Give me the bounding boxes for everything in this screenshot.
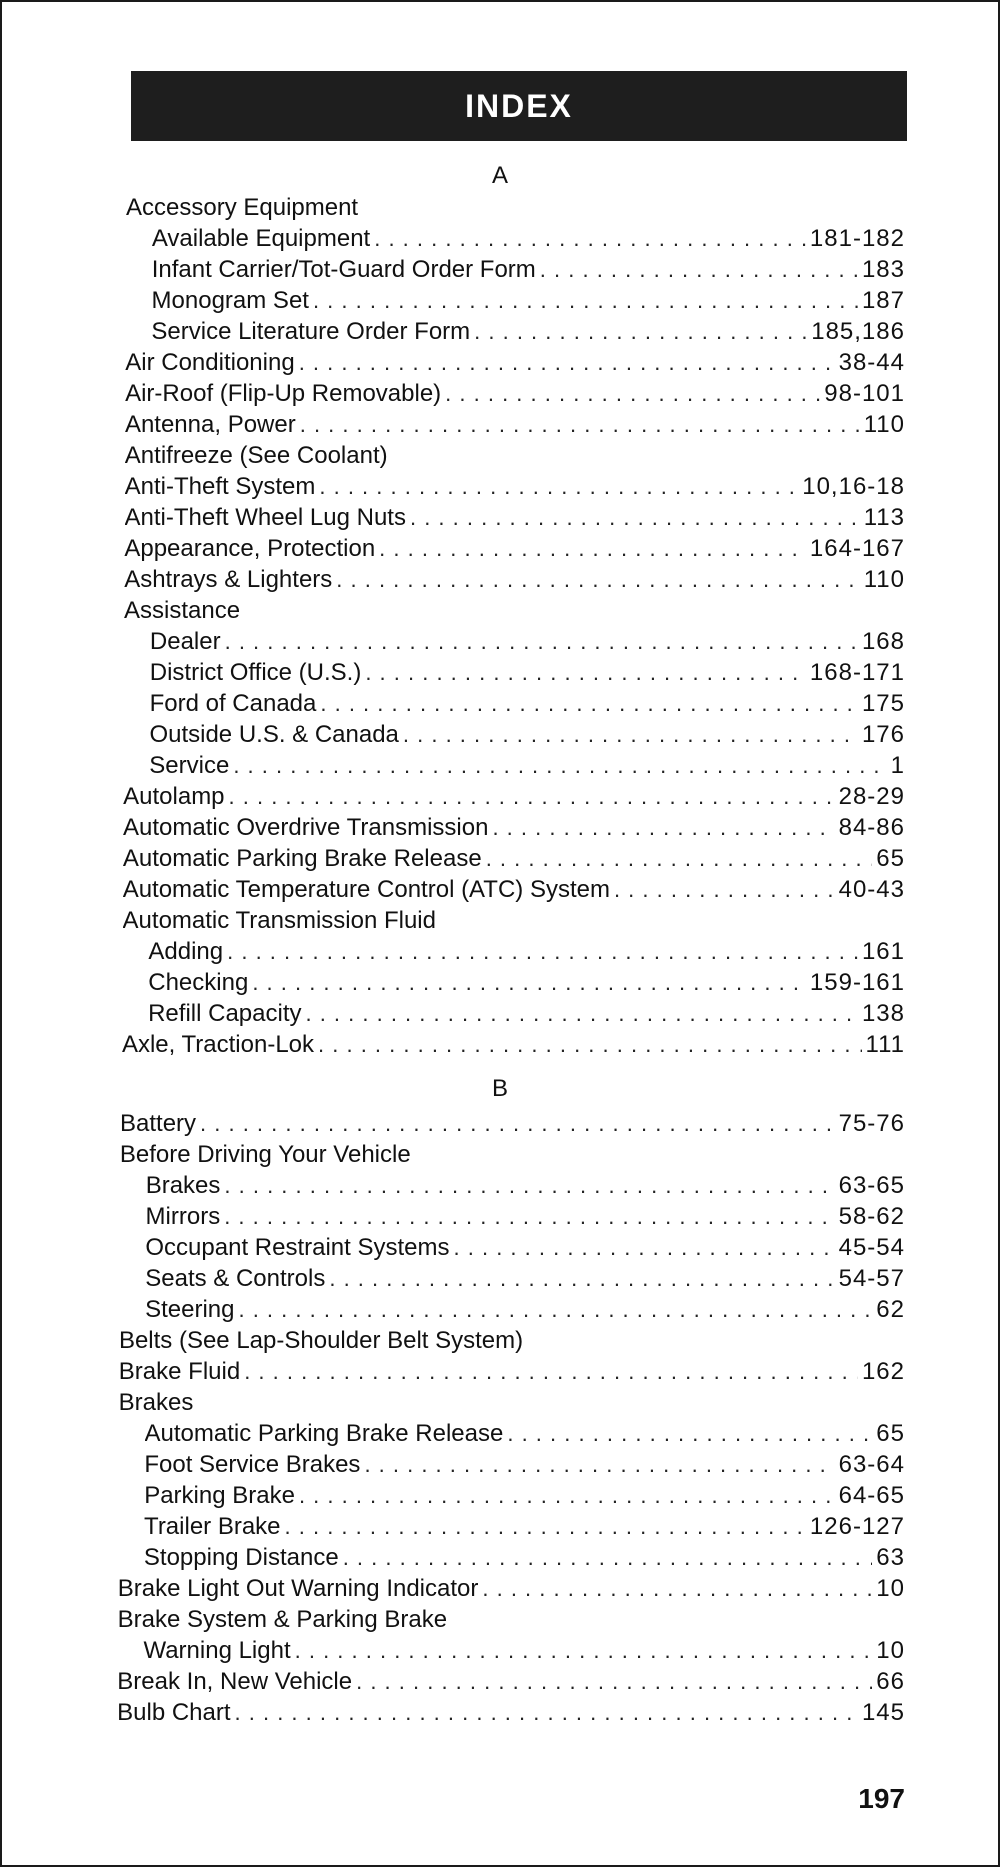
entry-pages: 84-86 (838, 814, 905, 841)
leader-dots (374, 224, 806, 254)
index-entry (148, 937, 905, 967)
entry-label: Anti-Theft System (124, 473, 316, 500)
leader-dots (233, 751, 886, 781)
index-entry (124, 565, 905, 595)
leader-dots (319, 472, 798, 502)
entry-pages: 185,186 (811, 318, 905, 345)
entry-pages: 10 (876, 1637, 905, 1664)
index-entry (118, 1574, 905, 1604)
leader-dots (295, 1636, 873, 1666)
index-entry (123, 782, 905, 812)
leader-dots (227, 937, 858, 967)
leader-dots (318, 1030, 861, 1060)
entry-pages: 63-64 (838, 1451, 905, 1478)
entry-pages: 110 (863, 411, 905, 438)
leader-dots (482, 1574, 872, 1604)
index-entry (123, 875, 905, 905)
entry-label: Automatic Parking Brake Release (122, 845, 482, 872)
entry-label: Air Conditioning (125, 349, 295, 376)
entry-label: Adding (148, 938, 224, 965)
leader-dots (320, 689, 858, 719)
entry-pages: 145 (861, 1699, 905, 1726)
entry-pages: 66 (876, 1668, 905, 1695)
entry-label: Appearance, Protection (124, 535, 376, 562)
entry-label: Assistance (124, 597, 241, 624)
entry-label: Service (149, 752, 230, 779)
page-number: 197 (858, 1783, 905, 1814)
index-entry (123, 906, 905, 936)
entry-label: Service Literature Order Form (151, 318, 471, 345)
leader-dots (445, 379, 820, 409)
leader-dots (300, 410, 860, 440)
entry-label: Bulb Chart (117, 1699, 231, 1726)
entry-label: Belts (See Lap-Shoulder Belt System) (118, 1327, 524, 1354)
leader-dots (299, 1481, 835, 1511)
entry-label: District Office (U.S.) (149, 659, 362, 686)
index-entry (149, 751, 905, 781)
leader-dots (365, 658, 806, 688)
index-entry (119, 1326, 905, 1356)
leader-dots (299, 348, 835, 378)
entry-label: Antenna, Power (124, 411, 296, 438)
index-entry (152, 255, 905, 285)
entry-label: Brake Light Out Warning Indicator (117, 1575, 479, 1602)
entry-pages: 54-57 (838, 1265, 905, 1292)
entry-label: Occupant Restraint Systems (145, 1234, 450, 1261)
page-title: INDEX (465, 87, 573, 124)
leader-dots (252, 968, 806, 998)
index-entry (151, 317, 905, 347)
entry-label: Autolamp (123, 783, 225, 810)
leader-dots (343, 1543, 873, 1573)
entry-label: Stopping Distance (143, 1544, 339, 1571)
index-entry (144, 1481, 905, 1511)
entry-pages: 168-171 (809, 659, 905, 686)
index-entry (124, 596, 905, 626)
index-entry (145, 1295, 905, 1325)
entry-label: Mirrors (145, 1203, 221, 1230)
entry-label: Axle, Traction-Lok (121, 1031, 315, 1058)
entry-pages: 168 (861, 628, 905, 655)
entry-label: Before Driving Your Vehicle (119, 1141, 411, 1168)
index-entry (148, 968, 905, 998)
leader-dots (336, 565, 859, 595)
leader-dots (285, 1512, 806, 1542)
entry-pages: 161 (861, 938, 905, 965)
entry-pages: 58-62 (838, 1203, 905, 1230)
entry-label: Seats & Controls (145, 1265, 326, 1292)
entry-label: Air-Roof (Flip-Up Removable) (125, 380, 442, 407)
index-entry (152, 286, 905, 316)
leader-dots (313, 286, 858, 316)
index-entry (118, 1605, 905, 1635)
entry-label: Break In, New Vehicle (117, 1668, 353, 1695)
index-entry (145, 1419, 906, 1449)
entry-label: Brakes (118, 1389, 194, 1416)
leader-dots (486, 844, 873, 874)
entry-label: Infant Carrier/Tot-Guard Order Form (151, 256, 536, 283)
index-entry (146, 1171, 905, 1201)
entry-pages: 159-161 (809, 969, 905, 996)
section-letter-b: B (491, 1075, 508, 1102)
entry-label: Foot Service Brakes (144, 1451, 361, 1478)
index-entry (126, 193, 905, 223)
leader-dots (492, 813, 834, 843)
leader-dots (364, 1450, 834, 1480)
entry-pages: 1 (890, 752, 905, 779)
index-entry (125, 379, 905, 409)
entry-label: Dealer (149, 628, 221, 655)
leader-dots (507, 1419, 872, 1449)
leader-dots (224, 1202, 834, 1232)
entry-pages: 111 (865, 1031, 905, 1058)
entry-pages: 138 (861, 1000, 905, 1027)
entry-label: Antifreeze (See Coolant) (124, 442, 388, 469)
leader-dots (200, 1109, 835, 1139)
entry-pages: 65 (876, 1420, 905, 1447)
entry-label: Ford of Canada (149, 690, 317, 717)
entry-label: Trailer Brake (144, 1513, 281, 1540)
index-entry (125, 348, 905, 378)
index-entry (117, 1698, 905, 1728)
index-entry (125, 472, 905, 502)
entry-pages: 181-182 (809, 225, 905, 252)
index-entry (119, 1357, 905, 1387)
entry-pages: 63-65 (838, 1172, 905, 1199)
entry-pages: 175 (861, 690, 905, 717)
entry-label: Automatic Overdrive Transmission (123, 814, 489, 841)
entry-label: Accessory Equipment (126, 194, 359, 221)
index-entry (150, 689, 905, 719)
index-entry (148, 999, 905, 1029)
index-entry (122, 1030, 905, 1060)
entry-pages: 28-29 (838, 783, 905, 810)
index-entry (144, 1543, 905, 1573)
index-entry (125, 503, 906, 533)
entry-pages: 10 (876, 1575, 905, 1602)
index-entry (150, 627, 905, 657)
entry-label: Automatic Temperature Control (ATC) System (122, 876, 610, 903)
index-entry (149, 720, 905, 750)
leader-dots (379, 534, 806, 564)
entry-pages: 75-76 (838, 1110, 905, 1137)
index-entry (145, 1233, 905, 1263)
index-entry (152, 224, 905, 254)
index-entry (144, 1450, 905, 1480)
leader-dots (229, 782, 835, 812)
entry-label: Parking Brake (144, 1482, 295, 1509)
leader-dots (540, 255, 858, 285)
entry-pages: 183 (861, 256, 905, 283)
entry-pages: 40-43 (838, 876, 905, 903)
index-entry (143, 1636, 905, 1666)
entry-pages: 113 (863, 504, 905, 531)
entry-pages: 176 (861, 721, 905, 748)
index-header-bar (131, 71, 907, 141)
leader-dots (614, 875, 835, 905)
entry-pages: 126-127 (809, 1513, 905, 1540)
entry-pages: 63 (876, 1544, 905, 1571)
leader-dots (225, 627, 858, 657)
entry-pages: 64-65 (838, 1482, 905, 1509)
index-entry (120, 1140, 905, 1170)
entry-pages: 162 (861, 1358, 905, 1385)
index-entry (120, 1109, 905, 1139)
entry-label: Automatic Parking Brake Release (144, 1420, 504, 1447)
index-entry (125, 441, 905, 471)
index-entry (144, 1512, 905, 1542)
index-entry (146, 1202, 905, 1232)
leader-dots (238, 1295, 872, 1325)
entry-label: Brake System & Parking Brake (117, 1606, 448, 1633)
leader-dots (305, 999, 857, 1029)
index-entry (123, 844, 905, 874)
index-entry (117, 1667, 905, 1697)
entry-pages: 10,16-18 (802, 473, 905, 500)
entry-label: Outside U.S. & Canada (149, 721, 399, 748)
index-entry (125, 410, 905, 440)
entry-pages: 98-101 (824, 380, 905, 407)
entry-label: Warning Light (143, 1637, 291, 1664)
index-entry (150, 658, 905, 688)
leader-dots (410, 503, 860, 533)
entry-pages: 62 (876, 1296, 905, 1323)
entry-pages: 110 (863, 566, 905, 593)
entry-label: Automatic Transmission Fluid (122, 907, 436, 934)
entry-label: Brake Fluid (118, 1358, 241, 1385)
entry-pages: 164-167 (809, 535, 905, 562)
leader-dots (244, 1357, 858, 1387)
entry-label: Checking (148, 969, 249, 996)
entry-pages: 187 (861, 287, 905, 314)
leader-dots (474, 317, 807, 347)
entry-label: Available Equipment (151, 225, 371, 252)
entry-pages: 65 (876, 845, 905, 872)
leader-dots (356, 1667, 872, 1697)
entry-label: Refill Capacity (148, 1000, 302, 1027)
leader-dots (454, 1233, 835, 1263)
entry-label: Ashtrays & Lighters (124, 566, 333, 593)
index-entry (119, 1388, 905, 1418)
leader-dots (403, 720, 858, 750)
entry-label: Anti-Theft Wheel Lug Nuts (124, 504, 406, 531)
section-letter-a: A (491, 162, 508, 189)
leader-dots (235, 1698, 858, 1728)
index-entry (123, 813, 905, 843)
leader-dots (224, 1171, 834, 1201)
entry-label: Brakes (145, 1172, 221, 1199)
entry-label: Monogram Set (151, 287, 309, 314)
index-entry (124, 534, 905, 564)
entry-label: Steering (145, 1296, 235, 1323)
leader-dots (329, 1264, 834, 1294)
entry-pages: 38-44 (838, 349, 905, 376)
index-entry (145, 1264, 905, 1294)
entry-pages: 45-54 (838, 1234, 905, 1261)
entry-label: Battery (120, 1110, 197, 1137)
